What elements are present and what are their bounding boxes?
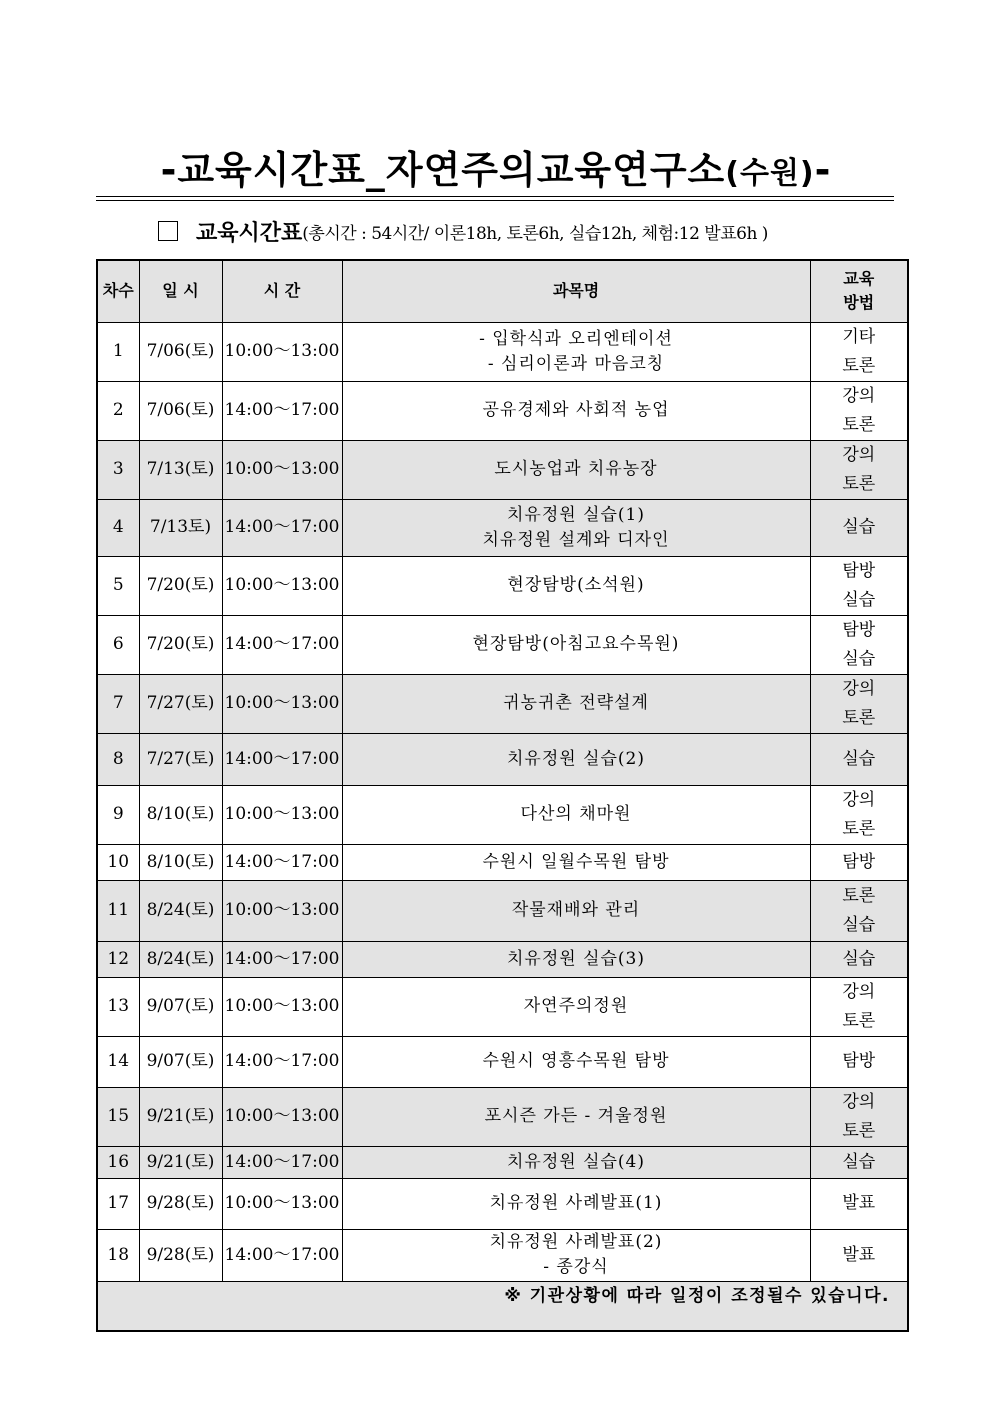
cell-time: 10:00～13:00 <box>222 1087 342 1146</box>
method-line: 토론 <box>842 707 876 728</box>
cell-session: 7 <box>97 674 139 733</box>
method-line: 탐방 <box>842 560 876 581</box>
cell-date: 9/28(토) <box>139 1229 222 1281</box>
method-line: 토론 <box>842 885 876 906</box>
cell-session: 6 <box>97 615 139 674</box>
cell-time: 10:00～13:00 <box>222 785 342 844</box>
cell-time: 14:00～17:00 <box>222 615 342 674</box>
cell-date: 7/20(토) <box>139 615 222 674</box>
table-row <box>97 440 908 499</box>
cell-time: 14:00～17:00 <box>222 941 342 977</box>
subject-line: - 입학식과 오리엔테이션 <box>479 328 673 349</box>
cell-time: 10:00～13:00 <box>222 440 342 499</box>
subject-line: 치유정원 사례발표(2) <box>489 1232 663 1252</box>
method-line: 탐방 <box>842 851 876 872</box>
subtitle <box>158 214 768 248</box>
cell-method <box>810 440 908 499</box>
cell-session: 9 <box>97 785 139 844</box>
cell-method <box>810 733 908 785</box>
table-row <box>97 733 908 785</box>
subject-line: 자연주의정원 <box>523 996 629 1016</box>
table-row <box>97 785 908 844</box>
cell-method <box>810 1178 908 1229</box>
method-line: 실습 <box>842 517 876 537</box>
cell-time: 10:00～13:00 <box>222 880 342 941</box>
method-line: 강의 <box>842 789 876 810</box>
cell-method <box>810 977 908 1036</box>
method-line: 강의 <box>842 981 876 1002</box>
cell-time: 10:00～13:00 <box>222 977 342 1036</box>
cell-time: 10:00～13:00 <box>222 1178 342 1229</box>
method-line: 강의 <box>842 444 876 465</box>
cell-session: 2 <box>97 381 139 440</box>
cell-date: 7/13(토) <box>139 440 222 499</box>
table-row <box>97 880 908 941</box>
method-line: 탐방 <box>842 619 876 640</box>
cell-date: 9/07(토) <box>139 977 222 1036</box>
cell-time: 14:00～17:00 <box>222 844 342 880</box>
subject-line: 공유경제와 사회적 농업 <box>482 400 670 420</box>
subject-line: 수원시 영흥수목원 탐방 <box>482 1051 670 1071</box>
cell-subject <box>342 785 810 844</box>
method-line: 실습 <box>842 914 876 935</box>
cell-session: 18 <box>97 1229 139 1281</box>
cell-method <box>810 674 908 733</box>
cell-subject <box>342 499 810 556</box>
table-row <box>97 615 908 674</box>
method-line: 강의 <box>842 1091 876 1112</box>
cell-subject <box>342 1146 810 1178</box>
subject-line: 귀농귀촌 전략설계 <box>503 693 649 713</box>
table-row <box>97 1146 908 1178</box>
cell-method <box>810 615 908 674</box>
cell-session: 11 <box>97 880 139 941</box>
cell-method <box>810 785 908 844</box>
subject-line: 치유정원 실습(4) <box>506 1151 646 1172</box>
subject-line: 치유정원 설계와 디자인 <box>482 529 670 550</box>
cell-time: 10:00～13:00 <box>222 674 342 733</box>
method-line: 강의 <box>842 678 876 699</box>
subject-line: - 심리이론과 마음코칭 <box>487 353 665 374</box>
method-line: 발표 <box>842 1244 876 1265</box>
cell-session: 15 <box>97 1087 139 1146</box>
cell-date: 7/27(토) <box>139 674 222 733</box>
table-row <box>97 556 908 615</box>
method-line: 토론 <box>842 355 876 376</box>
cell-session: 3 <box>97 440 139 499</box>
cell-subject <box>342 880 810 941</box>
title-paren: (수원) <box>725 156 815 191</box>
header-date: 일 시 <box>139 260 222 322</box>
method-line: 발표 <box>842 1193 876 1213</box>
cell-method <box>810 322 908 381</box>
cell-time: 14:00～17:00 <box>222 1146 342 1178</box>
cell-date: 8/24(토) <box>139 880 222 941</box>
cell-session: 14 <box>97 1036 139 1087</box>
header-method <box>810 260 908 322</box>
method-line: 토론 <box>842 473 876 494</box>
method-line: 토론 <box>842 818 876 839</box>
header-time: 시 간 <box>222 260 342 322</box>
subject-line: 현장탐방(소석원) <box>507 575 645 595</box>
cell-date: 7/27(토) <box>139 733 222 785</box>
cell-date: 9/21(토) <box>139 1146 222 1178</box>
table-row <box>97 381 908 440</box>
cell-subject <box>342 1036 810 1087</box>
table-row <box>97 1178 908 1229</box>
schedule-table <box>96 259 909 1332</box>
cell-session: 13 <box>97 977 139 1036</box>
subject-line: 작물재배와 관리 <box>511 900 641 920</box>
cell-session: 17 <box>97 1178 139 1229</box>
subject-line: 포시즌 가든 - 겨울정원 <box>484 1106 668 1126</box>
cell-subject <box>342 381 810 440</box>
cell-time: 14:00～17:00 <box>222 499 342 556</box>
table-row <box>97 1087 908 1146</box>
method-line: 토론 <box>842 1010 876 1031</box>
method-line: 기타 <box>842 326 876 347</box>
cell-method <box>810 941 908 977</box>
method-line: 실습 <box>842 948 876 969</box>
cell-subject <box>342 941 810 977</box>
cell-method <box>810 1087 908 1146</box>
cell-time: 14:00～17:00 <box>222 1229 342 1281</box>
title-main: -교육시간표_자연주의교육연구소 <box>160 148 726 192</box>
table-row <box>97 1229 908 1281</box>
subtitle-label: 교육시간표 <box>196 220 303 246</box>
method-line: 탐방 <box>842 1051 876 1071</box>
subject-line: 다산의 채마원 <box>520 804 632 824</box>
cell-session: 1 <box>97 322 139 381</box>
cell-subject <box>342 977 810 1036</box>
cell-session: 12 <box>97 941 139 977</box>
checkbox-icon <box>158 221 178 241</box>
cell-time: 10:00～13:00 <box>222 322 342 381</box>
cell-time: 14:00～17:00 <box>222 733 342 785</box>
cell-subject <box>342 733 810 785</box>
table-row <box>97 322 908 381</box>
cell-subject <box>342 615 810 674</box>
subject-line: 수원시 일월수목원 탐방 <box>482 851 670 872</box>
cell-method <box>810 381 908 440</box>
cell-time: 14:00～17:00 <box>222 1036 342 1087</box>
table-row <box>97 844 908 880</box>
cell-method <box>810 556 908 615</box>
cell-date: 7/20(토) <box>139 556 222 615</box>
cell-date: 9/07(토) <box>139 1036 222 1087</box>
method-line: 실습 <box>842 1151 876 1172</box>
cell-method <box>810 499 908 556</box>
cell-session: 8 <box>97 733 139 785</box>
header-method-line: 방법 <box>843 293 875 313</box>
subject-line: 치유정원 실습(3) <box>506 948 646 969</box>
method-line: 실습 <box>842 648 876 669</box>
method-line: 강의 <box>842 385 876 406</box>
cell-subject <box>342 556 810 615</box>
cell-method <box>810 880 908 941</box>
cell-date: 9/21(토) <box>139 1087 222 1146</box>
subtitle-detail: (총시간 : 54시간/ 이론18h, 토론6h, 실습12h, 체험:12 발표6h ) <box>302 223 768 244</box>
cell-method <box>810 1036 908 1087</box>
cell-session: 4 <box>97 499 139 556</box>
subject-line: 치유정원 실습(2) <box>506 748 646 769</box>
header-subject: 과목명 <box>342 260 810 322</box>
cell-date: 8/10(토) <box>139 844 222 880</box>
table-row <box>97 1036 908 1087</box>
cell-subject <box>342 1229 810 1281</box>
subject-line: 도시농업과 치유농장 <box>494 459 658 479</box>
cell-time: 10:00～13:00 <box>222 556 342 615</box>
cell-method <box>810 1146 908 1178</box>
page-title <box>96 145 896 199</box>
cell-method <box>810 1229 908 1281</box>
subject-line: 현장탐방(아침고요수목원) <box>472 634 680 654</box>
header-method-line: 교육 <box>843 269 875 289</box>
subject-line: - 종강식 <box>543 1257 609 1277</box>
cell-date: 7/06(토) <box>139 322 222 381</box>
method-line: 실습 <box>842 589 876 610</box>
table-row <box>97 674 908 733</box>
cell-time: 14:00～17:00 <box>222 381 342 440</box>
title-suffix: - <box>814 148 832 192</box>
table-row <box>97 941 908 977</box>
cell-session: 16 <box>97 1146 139 1178</box>
table-row <box>97 977 908 1036</box>
cell-method <box>810 844 908 880</box>
subject-line: 치유정원 사례발표(1) <box>489 1193 663 1213</box>
title-rule-top <box>96 196 894 197</box>
cell-date: 9/28(토) <box>139 1178 222 1229</box>
method-line: 실습 <box>842 748 876 769</box>
cell-date: 7/13토) <box>139 499 222 556</box>
cell-subject <box>342 322 810 381</box>
cell-subject <box>342 1087 810 1146</box>
method-line: 토론 <box>842 414 876 435</box>
cell-session: 5 <box>97 556 139 615</box>
cell-subject <box>342 1178 810 1229</box>
cell-subject <box>342 440 810 499</box>
table-header-row <box>97 260 908 322</box>
footnote: ※ 기관상황에 따라 일정이 조정될수 있습니다. <box>504 1286 890 1306</box>
cell-date: 8/24(토) <box>139 941 222 977</box>
cell-subject <box>342 844 810 880</box>
subject-line: 치유정원 실습(1) <box>506 504 646 525</box>
header-session: 차수 <box>97 260 139 322</box>
cell-date: 8/10(토) <box>139 785 222 844</box>
cell-session: 10 <box>97 844 139 880</box>
cell-date: 7/06(토) <box>139 381 222 440</box>
cell-subject <box>342 674 810 733</box>
table-row <box>97 499 908 556</box>
method-line: 토론 <box>842 1120 876 1141</box>
title-rule-bottom <box>96 200 894 201</box>
